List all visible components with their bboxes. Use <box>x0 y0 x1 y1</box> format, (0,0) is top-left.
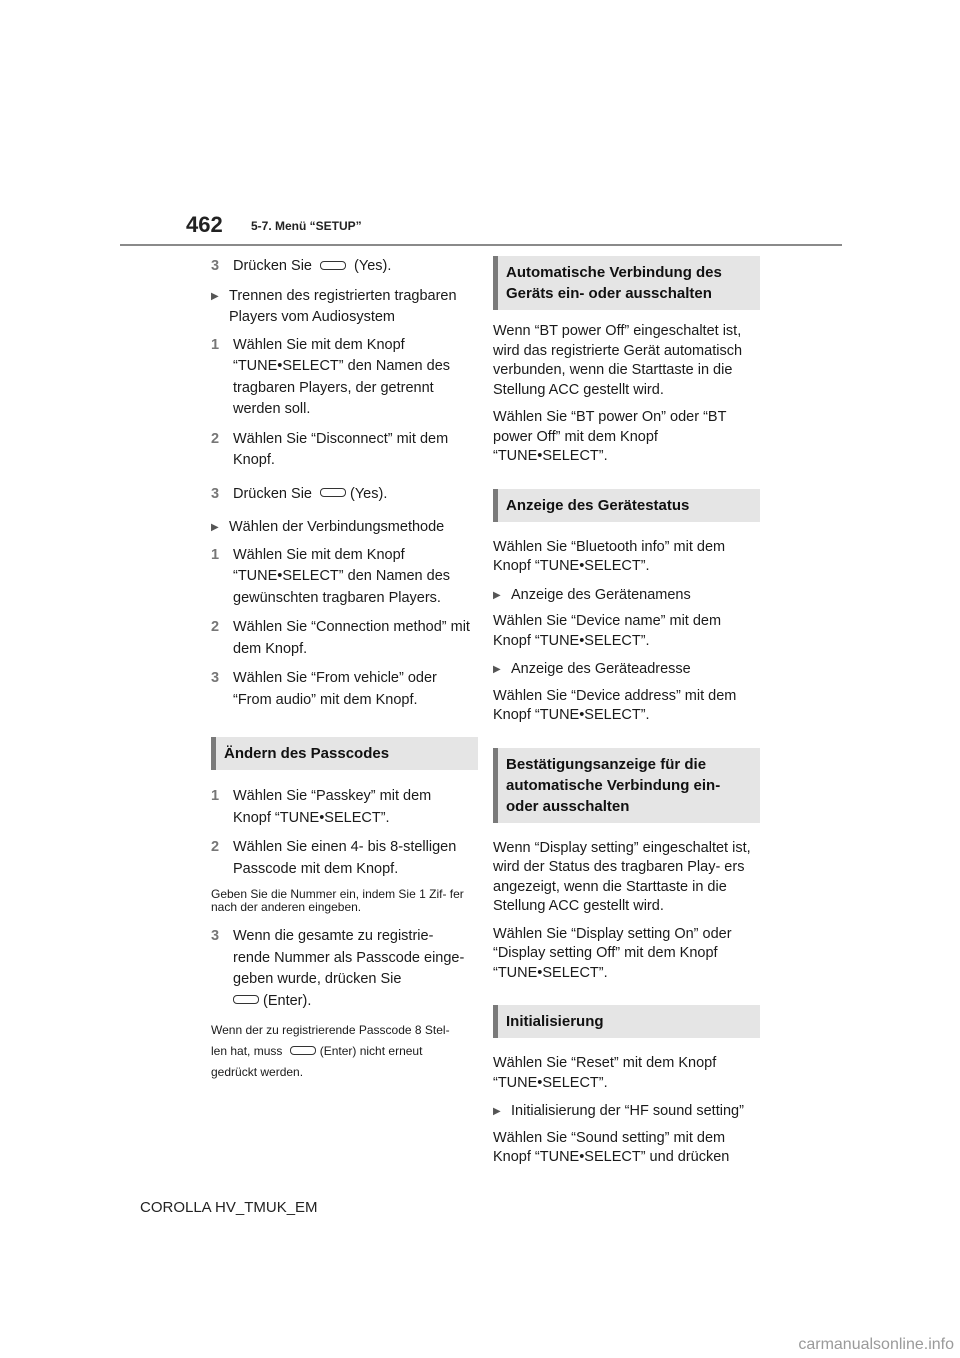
step-number: 2 <box>211 619 220 635</box>
step-text: Wählen Sie mit dem Knopf “TUNE•SELECT” den Namen des gewünschten tragbaren Players. <box>233 546 451 606</box>
step-item <box>211 837 473 880</box>
step-item <box>211 335 473 421</box>
step-text <box>233 484 473 506</box>
bullet-device-address <box>493 659 755 681</box>
step-text-post: (Yes). <box>350 485 388 502</box>
step-item <box>211 429 473 472</box>
passcode-note: Geben Sie die Nummer ein, indem Sie 1 Zif- fer nach der anderen eingeben. <box>211 887 464 914</box>
page-number: 462 <box>186 212 223 237</box>
step-item <box>211 617 473 660</box>
header-divider <box>120 244 842 246</box>
passcode-heading: Ändern des Passcodes <box>211 737 478 770</box>
paragraph: Wenn “Display setting” eingeschaltet ist, wird der Status des tragbaren Play- ers angezeigt, wenn die Starttaste in die Stellung ACC gestellt wird. <box>493 839 751 914</box>
paragraph: Wählen Sie “Display setting On” oder “Display setting Off” mit dem Knopf “TUNE•SELECT”. <box>493 925 732 981</box>
passcode-note-2 <box>211 1020 473 1083</box>
footer-model: COROLLA HV_TMUK_EM <box>140 1199 318 1216</box>
note-line: gedrückt werden. <box>211 1065 304 1079</box>
step-number: 1 <box>211 788 220 804</box>
step-press-yes-2 <box>211 484 473 506</box>
button-icon <box>320 261 346 270</box>
section-title: 5-7. Menü “SETUP” <box>251 219 362 233</box>
button-icon <box>320 488 346 497</box>
step-text-main: Wenn die gesamte zu registrie- rende Nummer als Passcode einge- geben wurde, drücken Sie <box>233 928 465 987</box>
step-text: Wählen Sie “Connection method” mit dem Knopf. <box>233 619 470 657</box>
step-number: 1 <box>211 336 220 353</box>
bullet-text: Trennen des registrierten tragbaren Players vom Audiosystem <box>229 287 457 325</box>
triangle-bullet-icon: ▶ <box>211 290 219 302</box>
step-press-yes <box>211 256 473 278</box>
step-text: Wählen Sie “From vehicle” oder “From audio” mit dem Knopf. <box>233 670 437 708</box>
step-number: 3 <box>211 485 220 502</box>
step-number: 2 <box>211 839 220 855</box>
step-item <box>211 786 473 829</box>
step-number: 1 <box>211 546 220 563</box>
paragraph: Wenn “BT power Off” eingeschaltet ist, wird das registrierte Gerät automatisch verbunden, wenn die Starttaste in die Stellung ACC gestellt wird. <box>493 323 743 398</box>
left-column <box>211 256 473 1083</box>
paragraph: Wählen Sie “BT power On” oder “BT power Off” mit dem Knopf “TUNE•SELECT”. <box>493 409 727 464</box>
bullet-connection-method <box>211 517 473 539</box>
step-text-pre: Drücken Sie <box>233 258 317 274</box>
paragraph: Wählen Sie “Device name” mit dem Knopf “TUNE•SELECT”. <box>493 613 722 649</box>
bullet-disconnect <box>211 286 473 329</box>
paragraph: Wählen Sie “Device address” mit dem Knopf “TUNE•SELECT”. <box>493 687 737 723</box>
step-number: 2 <box>211 430 220 447</box>
triangle-bullet-icon: ▶ <box>493 664 501 675</box>
step-text <box>233 256 473 278</box>
step-item <box>211 668 473 711</box>
step-text-enter: (Enter). <box>263 992 312 1009</box>
step-text: Wählen Sie “Disconnect” mit dem Knopf. <box>233 430 449 468</box>
bullet-hf-sound <box>493 1101 755 1123</box>
triangle-bullet-icon: ▶ <box>493 1106 501 1117</box>
triangle-bullet-icon: ▶ <box>211 522 219 533</box>
step-item <box>211 545 473 610</box>
step-text: Wählen Sie “Passkey” mit dem Knopf “TUNE•SELECT”. <box>233 788 432 826</box>
bullet-text: Initialisierung der “HF sound setting” <box>511 1103 744 1119</box>
note-text-pre: len hat, muss <box>211 1044 286 1058</box>
bullet-text: Anzeige des Geräteadresse <box>511 661 691 677</box>
note-line: Wenn der zu registrierende Passcode 8 Stel- <box>211 1023 450 1037</box>
paragraph: Wählen Sie “Sound setting” mit dem Knopf “TUNE•SELECT” und drücken <box>493 1129 730 1165</box>
step-enter <box>211 926 473 1012</box>
right-column <box>493 256 755 1176</box>
paragraph: Wählen Sie “Reset” mit dem Knopf “TUNE•SELECT”. <box>493 1055 717 1091</box>
step-text-post: (Yes). <box>350 258 392 274</box>
step-text: Wählen Sie einen 4- bis 8-stelligen Passcode mit dem Knopf. <box>233 839 457 877</box>
bullet-device-name <box>493 585 755 607</box>
step-number: 3 <box>211 670 220 686</box>
auto-connect-heading: Automatische Verbindung des Geräts ein- oder ausschalten <box>493 256 760 310</box>
button-icon <box>290 1046 316 1055</box>
device-status-heading: Anzeige des Gerätestatus <box>493 489 760 522</box>
step-text-pre: Drücken Sie <box>233 485 317 502</box>
step-text: Wählen Sie mit dem Knopf “TUNE•SELECT” den Namen des tragbaren Players, der getrennt werden soll. <box>233 336 451 417</box>
step-number: 3 <box>211 928 220 944</box>
note-line <box>211 1041 473 1062</box>
step-text <box>233 926 473 1012</box>
note-text-post: (Enter) nicht erneut <box>319 1044 423 1058</box>
bullet-text: Anzeige des Gerätenamens <box>511 586 691 603</box>
bullet-text: Wählen der Verbindungsmethode <box>229 519 445 535</box>
watermark: carmanualsonline.info <box>798 1336 954 1353</box>
initialization-heading: Initialisierung <box>493 1005 760 1038</box>
triangle-bullet-icon: ▶ <box>493 589 501 601</box>
paragraph: Wählen Sie “Bluetooth info” mit dem Knopf “TUNE•SELECT”. <box>493 538 726 574</box>
confirm-display-heading: Bestätigungsanzeige für die automatische Verbindung ein- oder ausschalten <box>493 748 760 823</box>
button-icon <box>233 995 259 1004</box>
step-number: 3 <box>211 258 220 274</box>
